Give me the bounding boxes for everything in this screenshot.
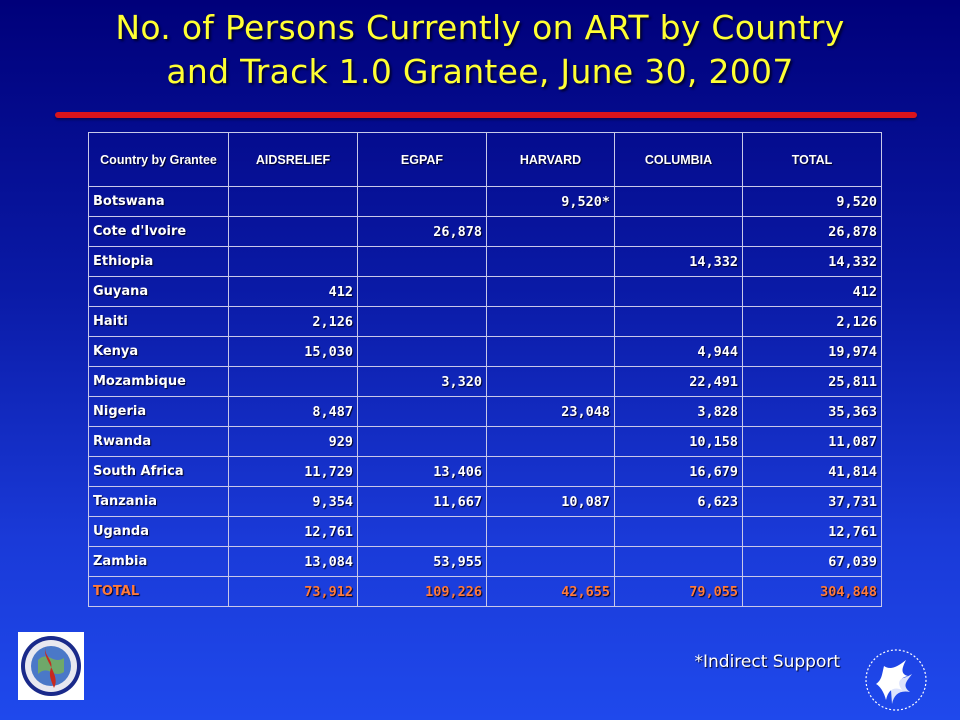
cell-egpaf: 11,667	[358, 487, 487, 517]
cell-harvard	[487, 277, 615, 307]
cell-egpaf	[358, 517, 487, 547]
table-row	[89, 337, 882, 367]
cell-country: Haiti	[89, 307, 229, 337]
cell-total: 412	[743, 277, 882, 307]
cell-total: 41,814	[743, 457, 882, 487]
cell-harvard	[487, 217, 615, 247]
cell-columbia	[615, 217, 743, 247]
cell-columbia	[615, 307, 743, 337]
cell-aidsrelief: 929	[229, 427, 358, 457]
header-harvard: HARVARD	[487, 133, 615, 187]
cell-country: Rwanda	[89, 427, 229, 457]
cell-columbia	[615, 277, 743, 307]
cell-harvard: 9,520*	[487, 187, 615, 217]
cell-country: Tanzania	[89, 487, 229, 517]
cell-egpaf: 109,226	[358, 577, 487, 607]
cell-columbia	[615, 547, 743, 577]
cell-total: 304,848	[743, 577, 882, 607]
cell-aidsrelief	[229, 247, 358, 277]
table-row	[89, 217, 882, 247]
cell-aidsrelief: 2,126	[229, 307, 358, 337]
cell-harvard	[487, 247, 615, 277]
cell-total: 2,126	[743, 307, 882, 337]
table-row	[89, 517, 882, 547]
cell-total: 11,087	[743, 427, 882, 457]
cell-country: TOTAL	[89, 577, 229, 607]
header-aidsrelief: AIDSRELIEF	[229, 133, 358, 187]
cell-egpaf	[358, 397, 487, 427]
table-row	[89, 277, 882, 307]
cell-total: 67,039	[743, 547, 882, 577]
cell-aidsrelief: 9,354	[229, 487, 358, 517]
cell-aidsrelief: 8,487	[229, 397, 358, 427]
cell-egpaf: 53,955	[358, 547, 487, 577]
cell-harvard	[487, 307, 615, 337]
cell-columbia: 10,158	[615, 427, 743, 457]
cell-aidsrelief	[229, 187, 358, 217]
table-row	[89, 457, 882, 487]
cell-total: 35,363	[743, 397, 882, 427]
cell-country: Kenya	[89, 337, 229, 367]
cell-harvard	[487, 427, 615, 457]
cell-total: 25,811	[743, 367, 882, 397]
cell-egpaf: 3,320	[358, 367, 487, 397]
table-body	[89, 187, 882, 607]
cell-harvard	[487, 367, 615, 397]
cell-egpaf	[358, 187, 487, 217]
header-total: TOTAL	[743, 133, 882, 187]
cell-columbia	[615, 517, 743, 547]
cell-columbia: 6,623	[615, 487, 743, 517]
art-persons-table	[88, 132, 882, 607]
cell-country: Nigeria	[89, 397, 229, 427]
cell-egpaf	[358, 427, 487, 457]
header-country: Country by Grantee	[89, 133, 229, 187]
cell-harvard: 23,048	[487, 397, 615, 427]
cell-columbia: 14,332	[615, 247, 743, 277]
cell-total: 12,761	[743, 517, 882, 547]
cell-aidsrelief	[229, 367, 358, 397]
table-header-row	[89, 133, 882, 187]
cell-egpaf	[358, 337, 487, 367]
cell-egpaf	[358, 277, 487, 307]
cell-harvard	[487, 547, 615, 577]
footnote: *Indirect Support	[694, 652, 840, 672]
table-row	[89, 187, 882, 217]
cell-egpaf: 26,878	[358, 217, 487, 247]
cell-aidsrelief: 15,030	[229, 337, 358, 367]
cell-country: Zambia	[89, 547, 229, 577]
cell-total: 9,520	[743, 187, 882, 217]
cell-country: Uganda	[89, 517, 229, 547]
cell-country: Ethiopia	[89, 247, 229, 277]
cell-total: 19,974	[743, 337, 882, 367]
table-row	[89, 307, 882, 337]
table-row	[89, 367, 882, 397]
cell-egpaf	[358, 307, 487, 337]
table-row	[89, 427, 882, 457]
cell-country: Guyana	[89, 277, 229, 307]
cell-aidsrelief: 73,912	[229, 577, 358, 607]
cell-aidsrelief: 412	[229, 277, 358, 307]
cell-aidsrelief: 12,761	[229, 517, 358, 547]
cell-country: Mozambique	[89, 367, 229, 397]
cell-aidsrelief: 11,729	[229, 457, 358, 487]
table-total-row	[89, 577, 882, 607]
table-row	[89, 487, 882, 517]
emblem-seal-logo	[18, 632, 84, 700]
cell-total: 37,731	[743, 487, 882, 517]
cell-total: 26,878	[743, 217, 882, 247]
header-egpaf: EGPAF	[358, 133, 487, 187]
cell-columbia: 79,055	[615, 577, 743, 607]
cell-harvard	[487, 337, 615, 367]
cell-columbia: 22,491	[615, 367, 743, 397]
cell-columbia: 16,679	[615, 457, 743, 487]
cell-harvard	[487, 517, 615, 547]
table-row	[89, 397, 882, 427]
cell-country: Cote d'Ivoire	[89, 217, 229, 247]
slide-title	[20, 6, 940, 94]
cell-egpaf: 13,406	[358, 457, 487, 487]
cell-country: South Africa	[89, 457, 229, 487]
table-row	[89, 547, 882, 577]
cell-harvard: 10,087	[487, 487, 615, 517]
header-columbia: COLUMBIA	[615, 133, 743, 187]
title-divider	[55, 112, 917, 118]
cell-columbia	[615, 187, 743, 217]
hhs-eagle-logo	[856, 646, 934, 714]
cell-harvard: 42,655	[487, 577, 615, 607]
cell-columbia: 3,828	[615, 397, 743, 427]
cell-total: 14,332	[743, 247, 882, 277]
cell-aidsrelief: 13,084	[229, 547, 358, 577]
cell-egpaf	[358, 247, 487, 277]
slide-title-line-1: No. of Persons Currently on ART by Country	[115, 8, 845, 47]
cell-aidsrelief	[229, 217, 358, 247]
table-row	[89, 247, 882, 277]
cell-country: Botswana	[89, 187, 229, 217]
cell-harvard	[487, 457, 615, 487]
slide-title-line-2: and Track 1.0 Grantee, June 30, 2007	[166, 52, 794, 91]
cell-columbia: 4,944	[615, 337, 743, 367]
